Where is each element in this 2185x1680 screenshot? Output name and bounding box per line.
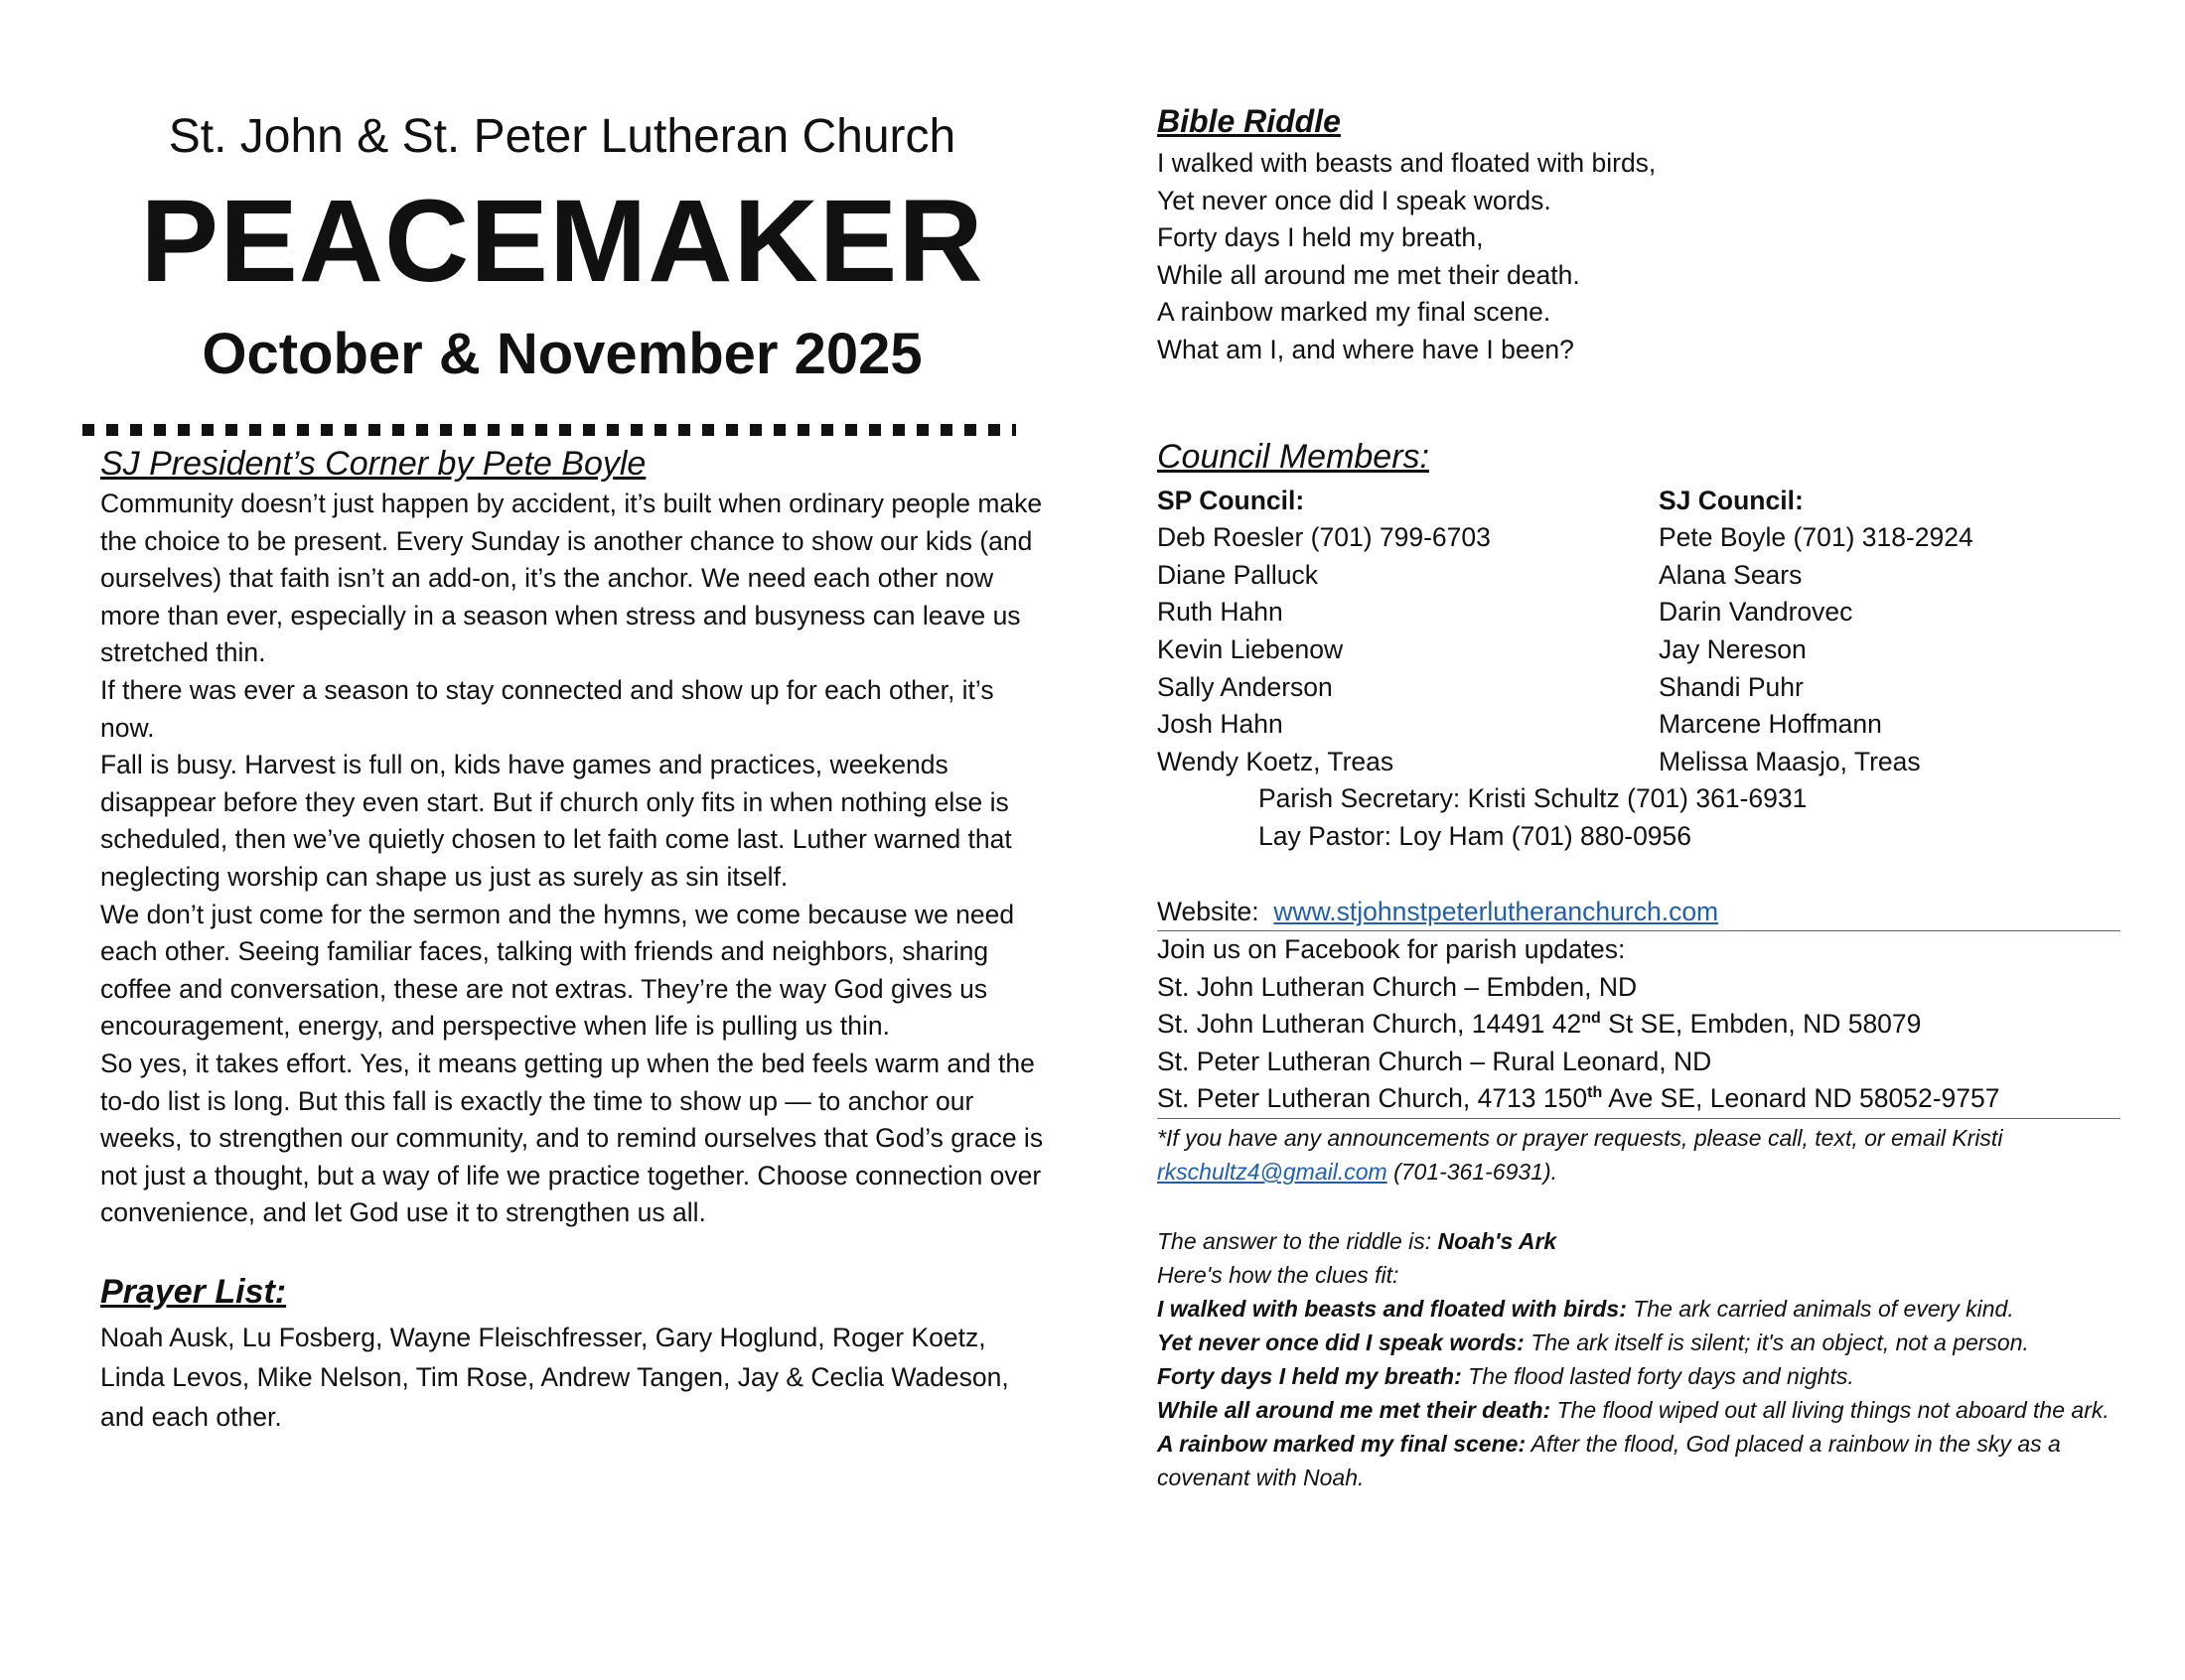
riddle-line: While all around me met their death.	[1157, 259, 1580, 290]
email-link[interactable]: rkschultz4@gmail.com	[1157, 1159, 1387, 1186]
facebook-block	[1157, 931, 2120, 1119]
bible-riddle-lines	[1157, 145, 2120, 369]
sj-member: Pete Boyle (701) 318-2924	[1659, 522, 1973, 553]
paragraph: So yes, it takes effort. Yes, it means getting up when the bed feels warm and the to-do list is long. But this fall is exactly the time to show up — to anchor our weeks, to strengthen our community, and to remind ourselves that God’s grace is not just a thought, but a way of life we practice together. Choose connection over convenience, and let God use it to strengthen us all.	[100, 1048, 1044, 1228]
facebook-intro: Join us on Facebook for parish updates:	[1157, 934, 1626, 965]
paragraph: If there was ever a season to stay connected and show up for each other, it’s now.	[100, 674, 994, 743]
right-column	[1157, 99, 2120, 1494]
newsletter-title: PEACEMAKER	[140, 176, 984, 307]
lay-pastor: Lay Pastor: Loy Ham (701) 880-0956	[1258, 820, 1692, 851]
riddle-line: A rainbow marked my final scene.	[1157, 297, 1551, 328]
sp-member: Ruth Hahn	[1157, 597, 1283, 628]
paragraph: Fall is busy. Harvest is full on, kids have games and practices, weekends disappear before they even start. But if church only fits in when nothing else is scheduled, then we’ve quietly chosen to let faith come last. Luther warned that neglecting worship can shape us just as surely as sin itself.	[100, 750, 1012, 892]
parish-secretary: Parish Secretary: Kristi Schultz (701) 361-6931	[1258, 783, 1808, 814]
clue-item: Forty days I held my breath: The flood lasted forty days and nights.	[1157, 1363, 1854, 1390]
website-row	[1157, 894, 2120, 932]
riddle-line: Yet never once did I speak words.	[1157, 185, 1551, 215]
riddle-line: What am I, and where have I been?	[1157, 334, 1574, 364]
dotted-divider	[82, 424, 1016, 436]
riddle-answer	[1157, 1224, 2120, 1494]
sj-member: Jay Nereson	[1659, 633, 1807, 664]
sj-council-heading: SJ Council:	[1659, 485, 1804, 515]
sp-member: Diane Palluck	[1157, 559, 1319, 590]
issue-date: October & November 2025	[202, 322, 923, 386]
paragraph: We don’t just come for the sermon and the hymns, we come because we need each other. Seeing familiar faces, talking with friends and neighbors, sharing coffee and conversation, these are not extras. They’re the way God gives us encouragement, energy, and perspective when life is pulling us thin.	[100, 899, 1015, 1042]
presidents-corner-title: SJ President’s Corner by Pete Boyle	[100, 445, 647, 483]
sj-member: Alana Sears	[1659, 559, 1803, 590]
paragraph: Community doesn’t just happen by accident, it’s built when ordinary people make the choice to be present. Every Sunday is another chance to show our kids (and ourselves) that faith isn’t an add-on, it’s the anchor. We need each other now more than ever, especially in a season when stress and busyness can leave us stretched thin.	[100, 489, 1043, 668]
church-name: St. John & St. Peter Lutheran Church	[168, 110, 956, 163]
sj-address: St. John Lutheran Church, 14491 42nd St SE, Embden, ND 58079	[1157, 1009, 1922, 1040]
sj-member: Melissa Maasjo, Treas	[1659, 746, 1921, 776]
sp-member: Josh Hahn	[1157, 709, 1283, 740]
clue-item: Yet never once did I speak words: The ark itself is silent; it's an object, not a person.	[1157, 1330, 2029, 1356]
website-link[interactable]: www.stjohnstpeterlutheranchurch.com	[1273, 896, 1719, 926]
riddle-line: Forty days I held my breath,	[1157, 222, 1484, 253]
clue-item: While all around me met their death: The flood wiped out all living things not aboard the ark.	[1157, 1397, 2110, 1424]
sp-member: Wendy Koetz, Treas	[1157, 746, 1394, 776]
prayer-list-title: Prayer List:	[100, 1272, 287, 1311]
sp-address: St. Peter Lutheran Church, 4713 150th Ave SE, Leonard ND 58052-9757	[1157, 1083, 2000, 1114]
website-label: Website:	[1157, 896, 1259, 926]
sj-member: Darin Vandrovec	[1659, 597, 1853, 628]
left-column	[100, 99, 1054, 1437]
sj-facebook: St. John Lutheran Church – Embden, ND	[1157, 971, 1638, 1002]
sp-member: Kevin Liebenow	[1157, 633, 1344, 664]
clue-item: A rainbow marked my final scene: After the flood, God placed a rainbow in the sky as a covenant with Noah.	[1157, 1431, 2061, 1491]
sp-facebook: St. Peter Lutheran Church – Rural Leonard, ND	[1157, 1046, 1712, 1076]
sp-member: Deb Roesler (701) 799-6703	[1157, 522, 1491, 553]
sp-council-heading: SP Council:	[1157, 485, 1305, 515]
sj-member: Shandi Puhr	[1659, 671, 1804, 702]
council-table	[1157, 483, 2120, 781]
bible-riddle-title: Bible Riddle	[1157, 103, 1341, 139]
announcement-note: *If you have any announcements or prayer requests, please call, text, or email Kristi rkschultz4@gmail.com (701-361-6931).	[1157, 1125, 2003, 1186]
presidents-corner-body	[100, 486, 1054, 1232]
clues-intro: Here's how the clues fit:	[1157, 1262, 1399, 1289]
sj-member: Marcene Hoffmann	[1659, 709, 1882, 740]
prayer-list-text: Noah Ausk, Lu Fosberg, Wayne Fleischfresser, Gary Hoglund, Roger Koetz, Linda Levos, Mike Nelson, Tim Rose, Andrew Tangen, Jay & Ceclia Wadeson, and each other.	[100, 1322, 1009, 1432]
council-title: Council Members:	[1157, 437, 1429, 476]
riddle-line: I walked with beasts and floated with birds,	[1157, 148, 1657, 178]
answer-line: The answer to the riddle is: Noah's Ark	[1157, 1228, 1557, 1255]
sp-member: Sally Anderson	[1157, 671, 1333, 702]
clue-item: I walked with beasts and floated with birds: The ark carried animals of every kind.	[1157, 1296, 2014, 1323]
